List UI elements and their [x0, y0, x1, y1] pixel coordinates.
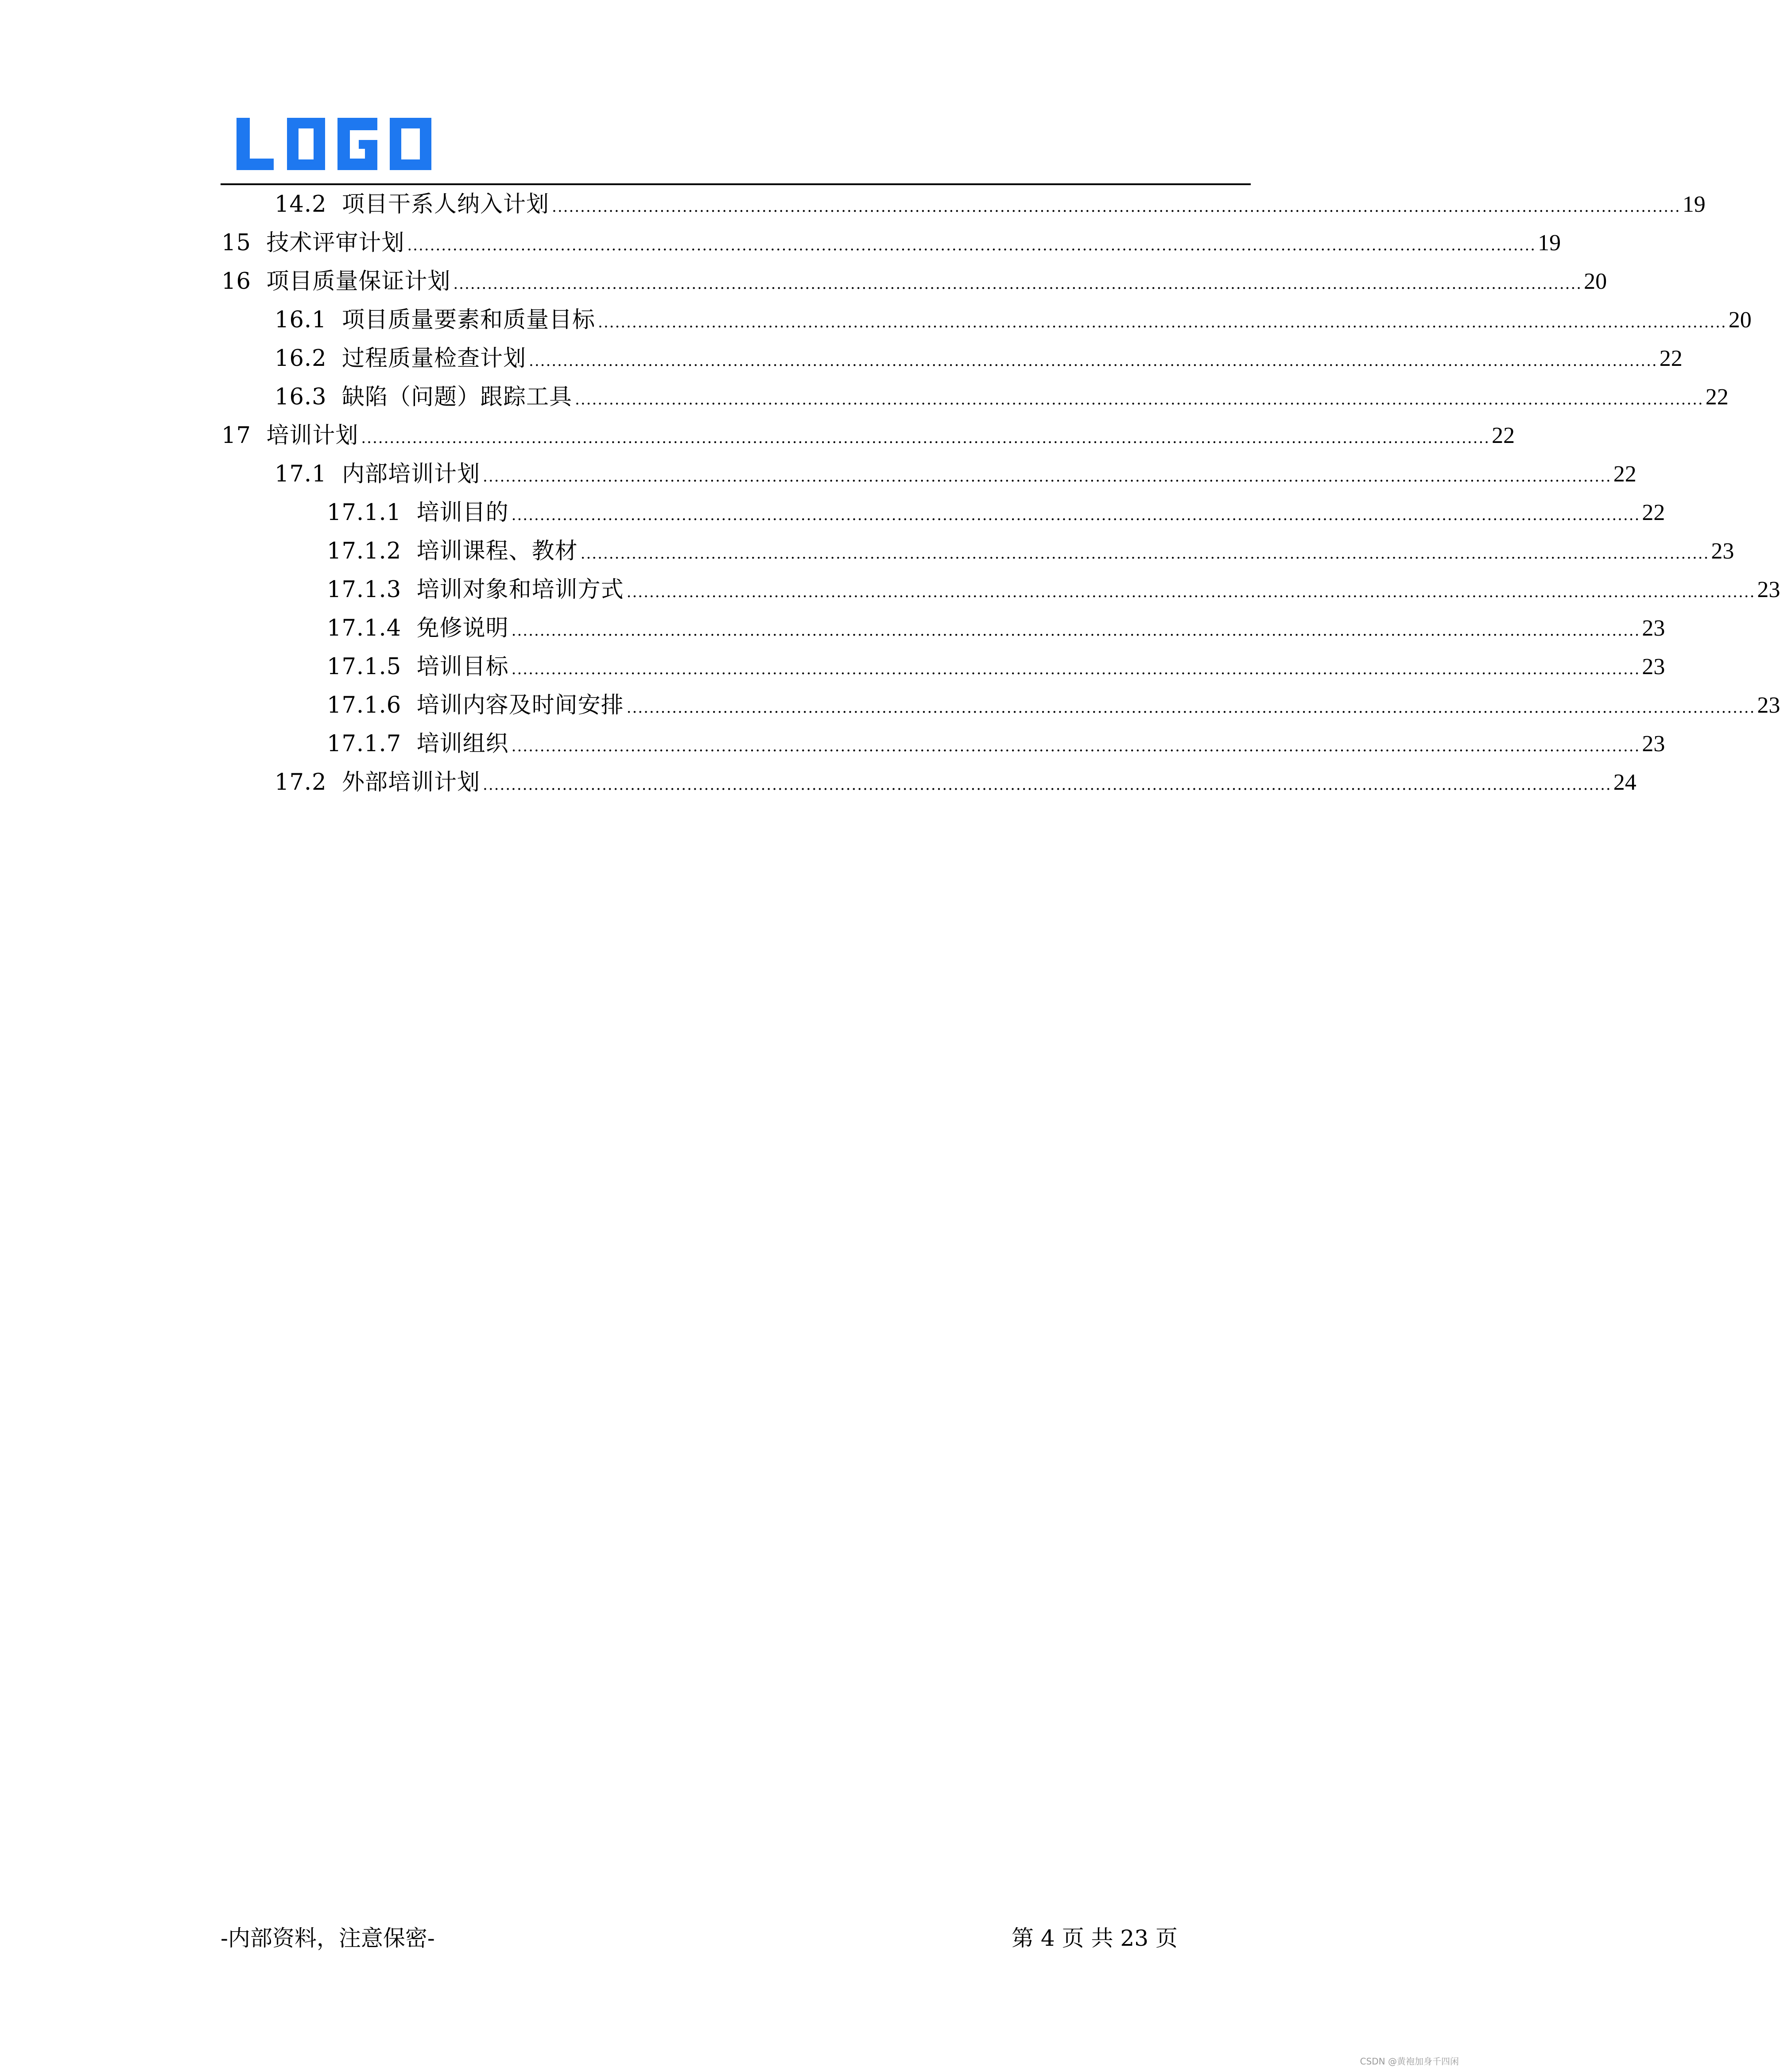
toc-entry-label: 16.1 项目质量要素和质量目标: [275, 307, 596, 333]
toc-entry[interactable]: [327, 654, 1665, 680]
toc-entry-label: 16.3 缺陷（问题）跟踪工具: [275, 384, 573, 410]
toc-leader-dots: .......................................................................................................................................................................................................: [483, 776, 1612, 794]
toc-entry-page: 23: [1642, 731, 1665, 757]
toc-entry-label: 14.2 项目干系人纳入计划: [275, 191, 550, 217]
toc-entry-page: 20: [1584, 269, 1607, 294]
toc-leader-dots: .......................................................................................................................................................................................................: [361, 429, 1490, 447]
source-watermark: CSDN @黄袍加身千四闲: [1360, 2056, 1459, 2067]
toc-entry-label: 15 技术评审计划: [221, 230, 405, 256]
toc-entry[interactable]: [275, 345, 1683, 372]
toc-entry[interactable]: [275, 307, 1752, 334]
toc-leader-dots: .......................................................................................................................................................................................................: [529, 352, 1658, 370]
toc-entry-page: 22: [1659, 346, 1683, 371]
toc-entry[interactable]: [327, 731, 1665, 757]
toc-entry-page: 19: [1682, 192, 1706, 217]
toc-entry[interactable]: [221, 230, 1561, 256]
toc-leader-dots: .......................................................................................................................................................................................................: [511, 506, 1640, 524]
toc-entry-page: 24: [1613, 770, 1637, 795]
toc-entry-page: 22: [1492, 423, 1515, 448]
toc-entry-label: 17.1 内部培训计划: [275, 461, 481, 487]
toc-entry[interactable]: [327, 615, 1665, 642]
toc-entry[interactable]: [221, 268, 1607, 295]
toc-entry-page: 20: [1728, 307, 1752, 333]
toc-leader-dots: .......................................................................................................................................................................................................: [511, 737, 1640, 755]
toc-entry-label: 17.1.1 培训目的: [327, 500, 509, 526]
toc-entry-label: 16 项目质量保证计划: [221, 268, 451, 295]
toc-entry[interactable]: [275, 384, 1729, 411]
toc-leader-dots: .......................................................................................................................................................................................................: [552, 198, 1681, 216]
toc-leader-dots: .......................................................................................................................................................................................................: [598, 314, 1727, 331]
toc-leader-dots: .......................................................................................................................................................................................................: [626, 583, 1756, 601]
toc-leader-dots: .......................................................................................................................................................................................................: [580, 545, 1710, 563]
toc-entry[interactable]: [327, 577, 1780, 603]
toc-leader-dots: .......................................................................................................................................................................................................: [511, 660, 1640, 678]
toc-leader-dots: .......................................................................................................................................................................................................: [407, 237, 1536, 254]
toc-entry[interactable]: [327, 692, 1780, 719]
toc-leader-dots: .......................................................................................................................................................................................................: [511, 622, 1640, 640]
toc-entry[interactable]: [221, 423, 1515, 449]
toc-entry-page: 22: [1705, 384, 1729, 410]
toc-entry-label: 17 培训计划: [221, 423, 359, 449]
toc-entry-label: 17.1.4 免修说明: [327, 615, 509, 641]
toc-entry-label: 16.2 过程质量检查计划: [275, 345, 527, 372]
toc-leader-dots: .......................................................................................................................................................................................................: [453, 275, 1582, 293]
toc-leader-dots: .......................................................................................................................................................................................................: [575, 391, 1704, 408]
toc-entry-page: 23: [1711, 539, 1734, 564]
toc-entry-label: 17.1.7 培训组织: [327, 731, 509, 757]
toc-entry-label: 17.1.5 培训目标: [327, 654, 509, 680]
footer-page-info: 第 4 页 共 23 页: [1012, 1925, 1178, 1951]
toc-entry[interactable]: [275, 461, 1637, 488]
toc-entry-page: 23: [1642, 654, 1665, 679]
toc-entry-page: 23: [1757, 577, 1780, 602]
toc-entry-page: 23: [1757, 693, 1780, 718]
toc-entry[interactable]: [275, 769, 1637, 796]
toc-entry[interactable]: [275, 191, 1706, 218]
toc-leader-dots: .......................................................................................................................................................................................................: [626, 699, 1756, 717]
toc-entry[interactable]: [327, 500, 1665, 526]
toc-entry-label: 17.1.3 培训对象和培训方式: [327, 577, 624, 603]
toc-entry-label: 17.1.6 培训内容及时间安排: [327, 692, 624, 718]
toc-entry-page: 22: [1613, 462, 1637, 487]
toc-leader-dots: .......................................................................................................................................................................................................: [483, 468, 1612, 485]
toc-entry-label: 17.2 外部培训计划: [275, 769, 481, 795]
toc-entry-page: 22: [1642, 500, 1665, 525]
footer-confidential-notice: -内部资料，注意保密-: [221, 1925, 435, 1951]
toc-entry-page: 19: [1538, 230, 1561, 256]
toc-entry-label: 17.1.2 培训课程、教材: [327, 538, 578, 564]
toc-entry[interactable]: [327, 538, 1734, 565]
toc-entry-page: 23: [1642, 616, 1665, 641]
